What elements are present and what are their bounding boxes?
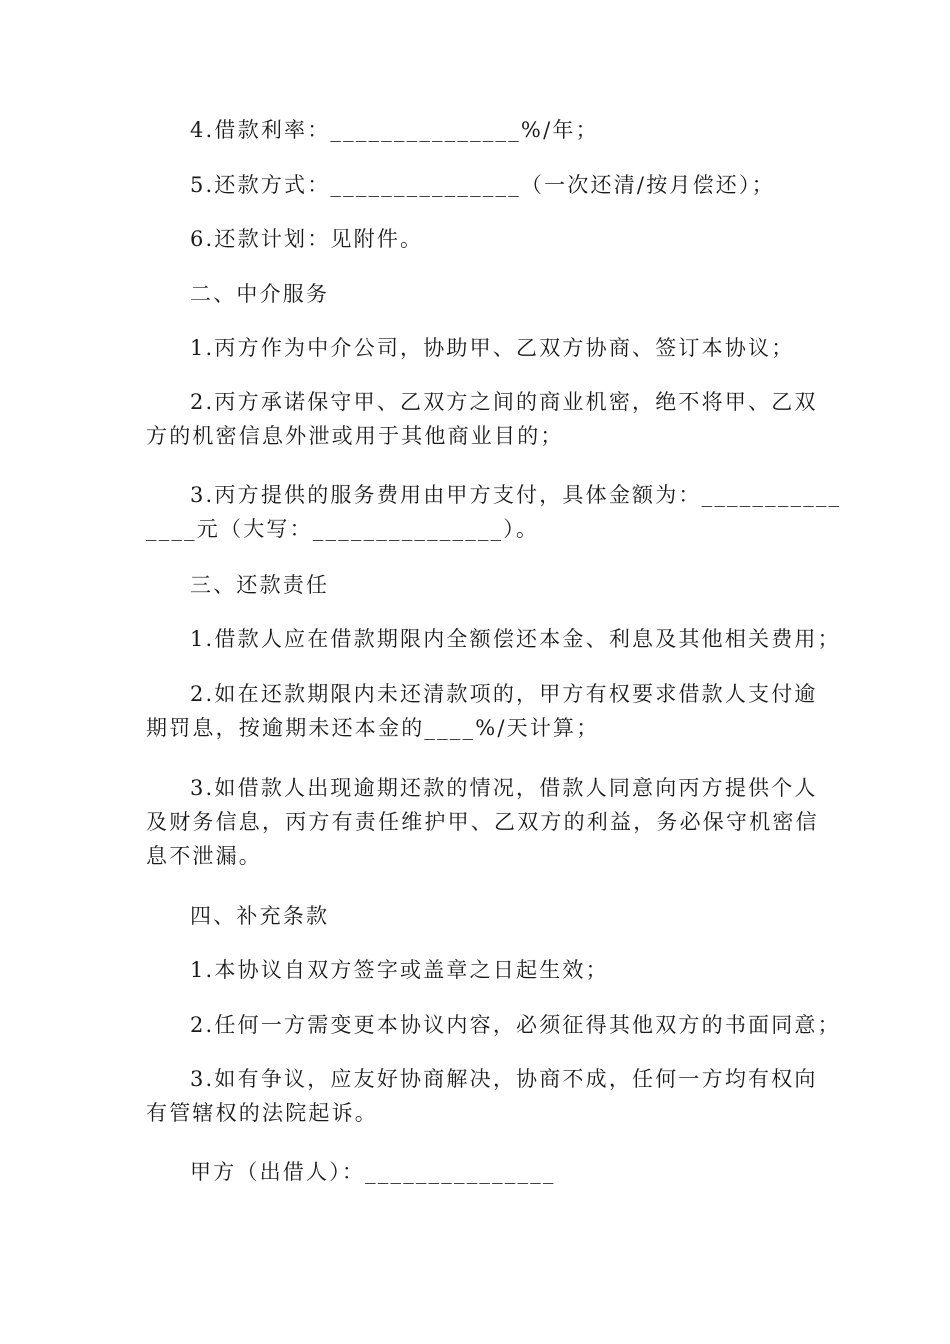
- paragraph-line: 息不泄漏。: [146, 844, 262, 868]
- paragraph-line: 期罚息，按逾期未还本金的____%/天计算；: [146, 716, 600, 740]
- clause-supplementary-2: [146, 1008, 841, 1042]
- clause-repayment-3: [146, 771, 819, 873]
- paragraph-line: 1.本协议自双方签字或盖章之日起生效；: [190, 958, 609, 982]
- clause-supplementary-1: [146, 953, 806, 987]
- paragraph-line: 2.丙方承诺保守甲、乙双方之间的商业机密，绝不将甲、乙双: [190, 390, 818, 414]
- paragraph-line: 3.如有争议，应友好协商解决，协商不成，任何一方均有权向: [190, 1067, 818, 1091]
- clause-repayment-plan: [146, 222, 806, 256]
- signature-line: 甲方（出借人）：_______________: [190, 1160, 556, 1184]
- clause-repayment-method: [146, 168, 806, 202]
- section-heading: 二、中介服务: [190, 282, 330, 306]
- section-heading-supplementary: [146, 899, 806, 933]
- paragraph-line: 1.借款人应在借款期限内全额偿还本金、利息及其他相关费用；: [190, 627, 841, 651]
- paragraph-line: 3.丙方提供的服务费用由甲方支付，具体金额为：___________: [190, 483, 842, 507]
- section-heading: 四、补充条款: [190, 904, 330, 928]
- paragraph-line: 方的机密信息外泄或用于其他商业目的；: [146, 424, 564, 448]
- clause-supplementary-3: [146, 1062, 818, 1130]
- section-heading-intermediary: [146, 277, 806, 311]
- signature-party-a: [146, 1155, 806, 1189]
- paragraph-line: 6.还款计划：见附件。: [190, 227, 424, 251]
- paragraph-line: ____元（大写：_______________）。: [146, 517, 540, 541]
- paragraph-line: 4.借款利率：_______________%/年；: [190, 118, 599, 142]
- clause-repayment-1: [146, 622, 841, 656]
- clause-intermediary-2: [146, 385, 818, 453]
- clause-repayment-2: [146, 677, 818, 745]
- clause-interest-rate: [146, 113, 806, 147]
- paragraph-line: 1.丙方作为中介公司，协助甲、乙双方协商、签订本协议；: [190, 336, 795, 360]
- paragraph-line: 2.如在还款期限内未还清款项的，甲方有权要求借款人支付逾: [190, 682, 818, 706]
- section-heading-repayment: [146, 568, 806, 602]
- paragraph-line: 有管辖权的法院起诉。: [146, 1101, 378, 1125]
- section-heading: 三、还款责任: [190, 573, 330, 597]
- paragraph-line: 及财务信息，丙方有责任维护甲、乙双方的利益，务必保守机密信: [146, 810, 819, 834]
- clause-intermediary-1: [146, 331, 806, 365]
- paragraph-line: 3.如借款人出现逾期还款的情况，借款人同意向丙方提供个人: [190, 776, 818, 800]
- paragraph-line: 5.还款方式：_______________（一次还清/按月偿还）；: [190, 173, 775, 197]
- paragraph-line: 2.任何一方需变更本协议内容，必须征得其他双方的书面同意；: [190, 1013, 841, 1037]
- clause-intermediary-3: [146, 478, 842, 546]
